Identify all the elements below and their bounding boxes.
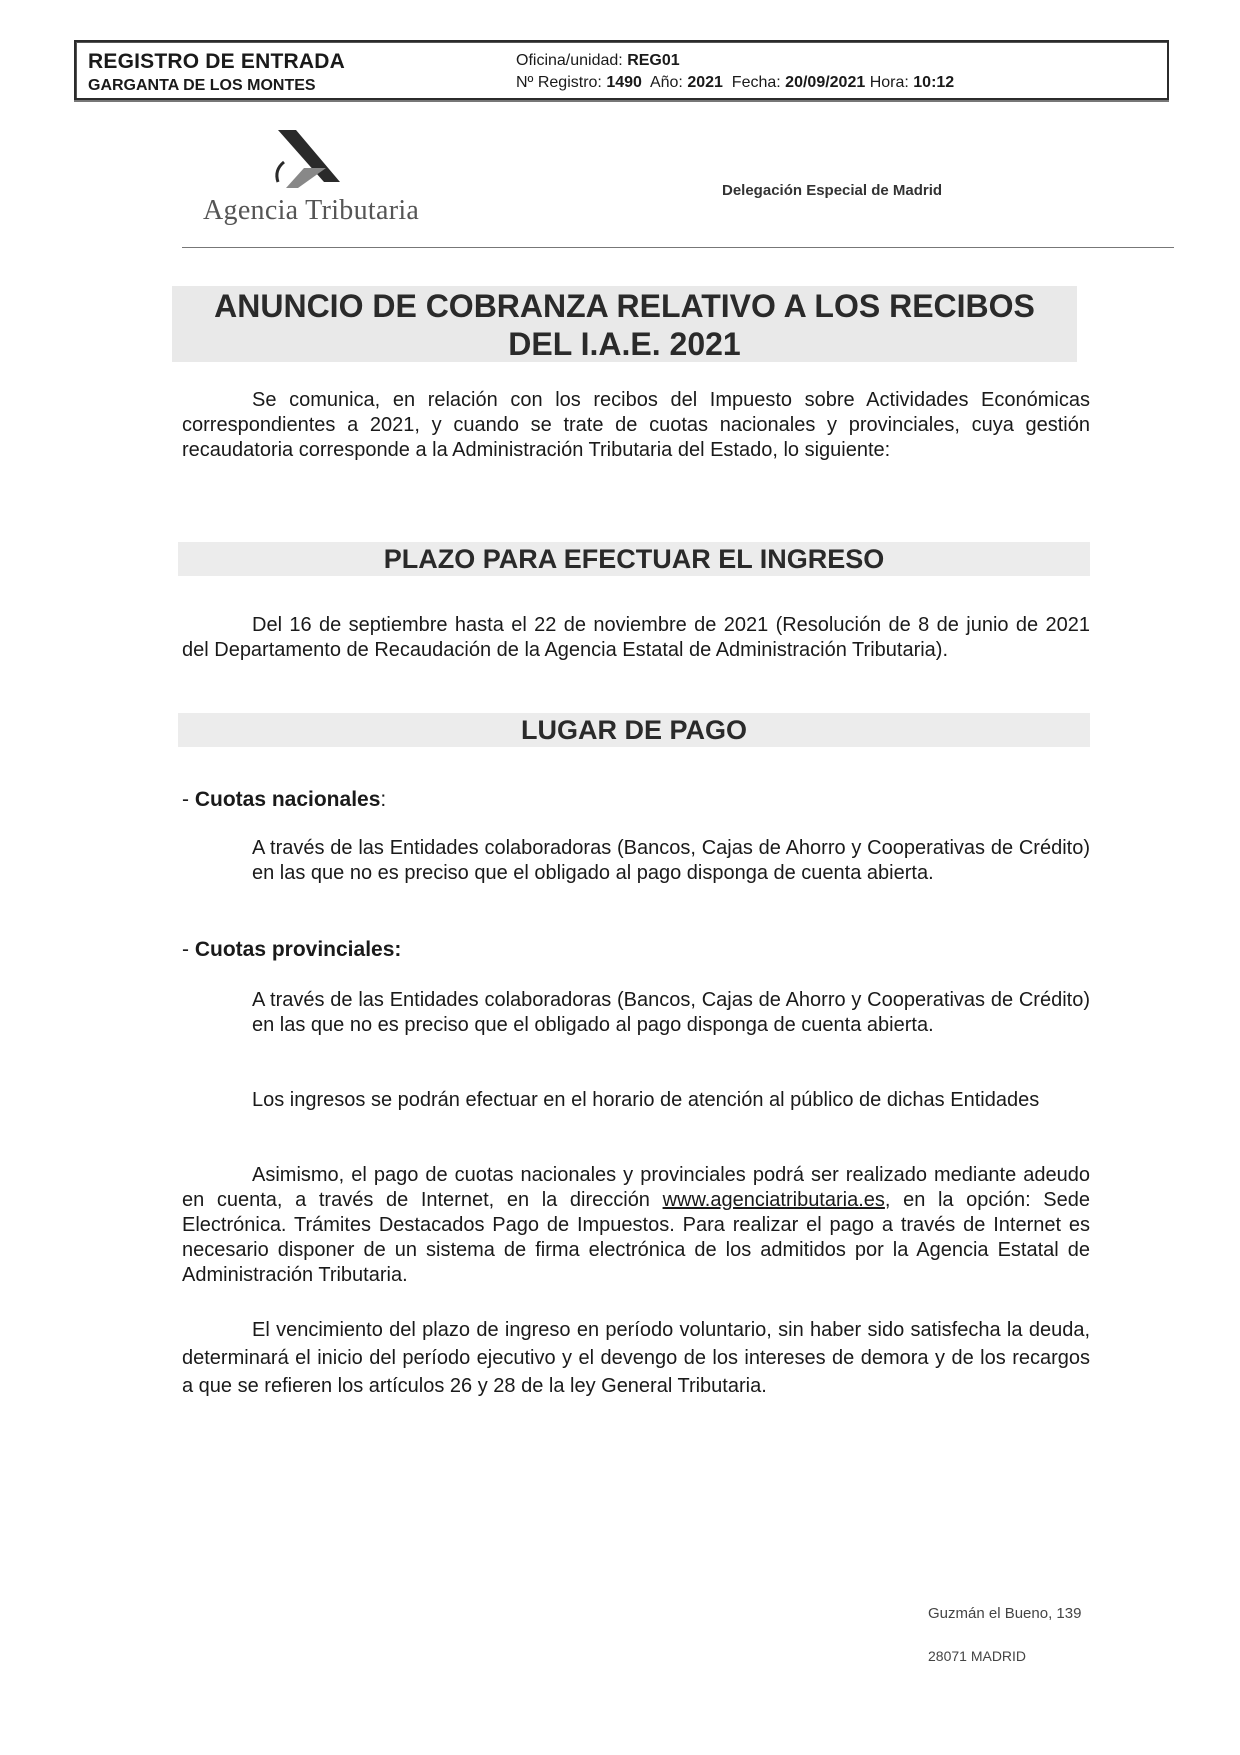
fecha-label: Fecha: <box>731 74 781 91</box>
stamp-left <box>88 50 345 95</box>
cuotas-provinciales-label <box>182 938 401 962</box>
stamp-title: REGISTRO DE ENTRADA <box>88 50 345 73</box>
asimismo-text-2: , en la opción: Sede Electrónica. Trámites Destacados Pago de Impuestos. Para realizar el pago a través de Internet es necesario disponer de un sistema de firma electrónica de los admitidos por la Agencia Estatal de Administración Tributaria. <box>182 1189 1090 1286</box>
nacionales-colon: : <box>380 788 387 811</box>
registro-label: Nº Registro: <box>516 74 602 91</box>
anio-value: 2021 <box>687 74 723 91</box>
header-divider <box>182 247 1174 248</box>
title-line-1: ANUNCIO DE COBRANZA RELATIVO A LOS RECIBOS <box>214 288 1035 324</box>
cuotas-nacionales-text: A través de las Entidades colaboradoras (Bancos, Cajas de Ahorro y Cooperativas de Crédito) en las que no es preciso que el obligado al pago disponga de cuenta abierta. <box>252 837 1090 884</box>
delegation-name: Delegación Especial de Madrid <box>722 182 943 199</box>
footer-city: 28071 MADRID <box>928 1648 1027 1664</box>
fecha-value: 20/09/2021 <box>785 74 866 91</box>
stamp-registro-row <box>516 74 954 92</box>
asimismo-text-1: Asimismo, el pago de cuotas nacionales y provinciales podrá ser realizado mediante adeudo en cuenta, a través de Internet, en la dirección <box>182 1164 1090 1211</box>
vencimiento-paragraph: El vencimiento del plazo de ingreso en período voluntario, sin haber sido satisfecha la deuda, determinará el inicio del período ejecutivo y el devengo de los intereses de demora y de los recargos a que se refieren los artículos 26 y 28 de la ley General Tributaria. <box>182 1319 1090 1397</box>
registro-value: 1490 <box>606 74 642 91</box>
stamp-right <box>516 52 954 92</box>
provinciales-label-text: Cuotas provinciales: <box>194 938 402 961</box>
document-title <box>172 287 1077 363</box>
stamp-subtitle: GARGANTA DE LOS MONTES <box>88 77 316 94</box>
asimismo-paragraph <box>182 1163 1090 1288</box>
nacionales-label-text: Cuotas nacionales <box>194 788 381 811</box>
provinciales-dash: - <box>182 938 195 961</box>
hora-label: Hora: <box>869 74 909 91</box>
nacionales-dash: - <box>182 788 195 811</box>
registration-stamp <box>74 40 1169 100</box>
lugar-heading: LUGAR DE PAGO <box>520 715 747 745</box>
footer-address: Guzmán el Bueno, 139 <box>928 1605 1082 1622</box>
title-line-2: DEL I.A.E. 2021 <box>508 326 741 362</box>
cuotas-nacionales-label <box>182 788 386 812</box>
oficina-label: Oficina/unidad: <box>516 52 623 69</box>
hora-value: 10:12 <box>913 74 955 91</box>
agencia-link[interactable]: www.agenciatributaria.es <box>662 1189 885 1211</box>
cuotas-provinciales-text: A través de las Entidades colaboradoras (Bancos, Cajas de Ahorro y Cooperativas de Crédito) en las que no es preciso que el obligado al pago disponga de cuenta abierta. <box>252 989 1090 1036</box>
intro-paragraph: Se comunica, en relación con los recibos del Impuesto sobre Actividades Económicas correspondientes a 2021, y cuando se trate de cuotas nacionales y provinciales, cuya gestión recaudatoria corresponde a la Administración Tributaria del Estado, lo siguiente: <box>182 389 1090 461</box>
anio-label: Año: <box>649 74 683 91</box>
stamp-oficina-row <box>516 52 954 70</box>
plazo-heading: PLAZO PARA EFECTUAR EL INGRESO <box>383 544 885 574</box>
horario-paragraph: Los ingresos se podrán efectuar en el horario de atención al público de dichas Entidades <box>252 1089 1040 1111</box>
plazo-paragraph: Del 16 de septiembre hasta el 22 de noviembre de 2021 (Resolución de 8 de junio de 2021 del Departamento de Recaudación de la Agencia Estatal de Administración Tributaria). <box>182 614 1090 661</box>
agency-name: Agencia Tributaria <box>203 195 420 226</box>
oficina-value: REG01 <box>627 52 680 69</box>
